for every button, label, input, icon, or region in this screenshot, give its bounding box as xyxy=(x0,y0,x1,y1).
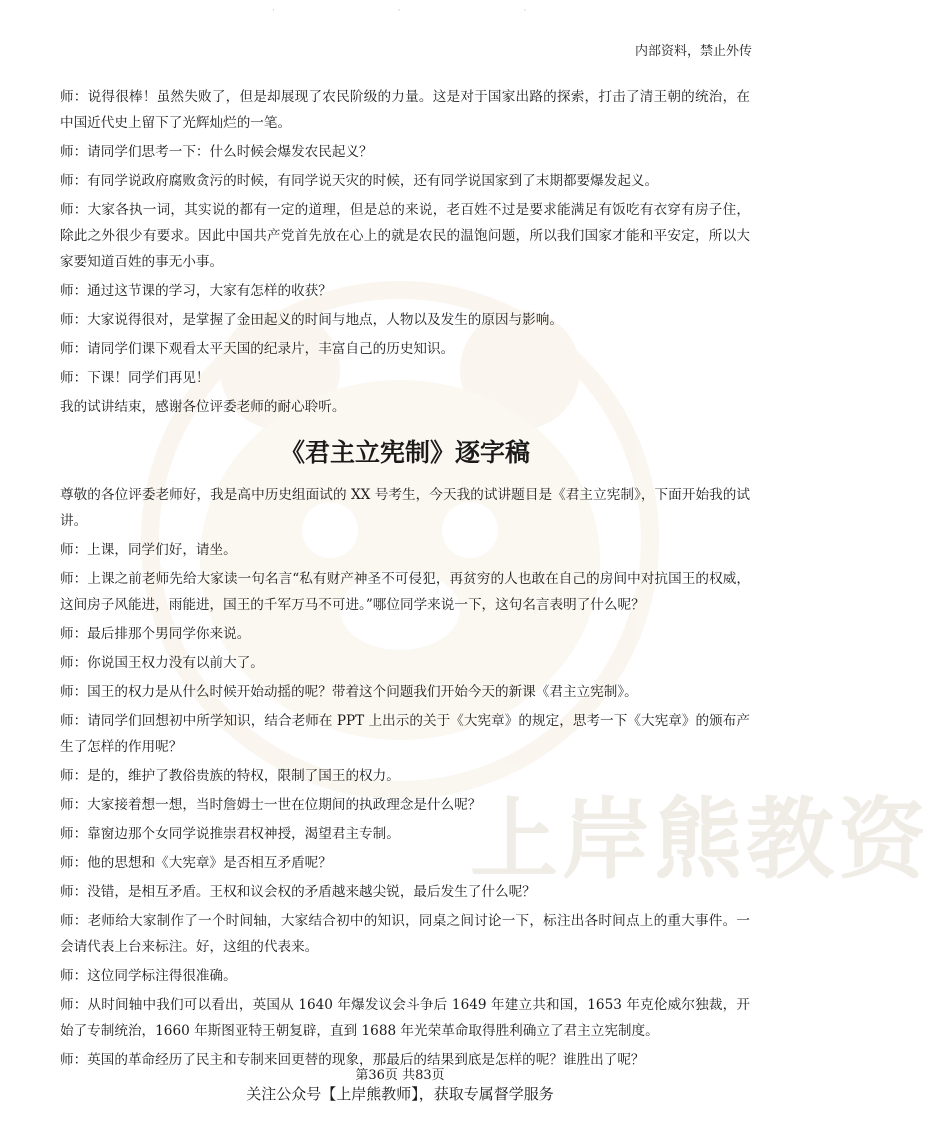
paragraph: 师：请同学们思考一下：什么时候会爆发农民起义？ xyxy=(60,144,373,160)
paragraph: 师：老师给大家制作了一个时间轴，大家结合初中的知识，同桌之间讨论一下，标注出各时间点上的重大事件。一会请代表上台来标注。好，这组的代表来。 xyxy=(60,913,750,955)
paragraph: 师：通过这节课的学习，大家有怎样的收获？ xyxy=(60,283,332,299)
paragraph: 师：英国的革命经历了民主和专制来回更替的现象，那最后的结果到底是怎样的呢？谁胜出了呢？ xyxy=(60,1052,645,1068)
paragraph: 师：请同学们课下观看太平天国的纪录片，丰富自己的历史知识。 xyxy=(60,341,455,357)
paragraph: 师：这位同学标注得很准确。 xyxy=(60,968,237,984)
document-body xyxy=(60,84,750,1076)
paragraph: 师：靠窗边那个女同学说推崇君权神授，渴望君主专制。 xyxy=(60,826,400,842)
paragraph: 师：上课，同学们好，请坐。 xyxy=(60,542,237,558)
paragraph: 师：从时间轴中我们可以看出，英国从 1640 年爆发议会斗争后 1649 年建立共和国，1653 年克伦威尔独裁，开始了专制统治，1660 年斯图亚特王朝复辟，直到 1688 年光荣革命取得胜利确立了君主立宪制度。 xyxy=(60,997,750,1039)
top-cropped-fragment: · · · xyxy=(272,6,587,16)
paragraph: 师：大家接着想一想，当时詹姆士一世在位期间的执政理念是什么呢？ xyxy=(60,797,482,813)
paragraph: 师：上课之前老师先给大家读一句名言“私有财产神圣不可侵犯，再贫穷的人也敢在自己的房间中对抗国王的权威，这间房子风能进，雨能进，国王的千军万马不可进。”哪位同学来说一下，这句名言表明了什么呢？ xyxy=(60,571,750,613)
page-number: 第36页 共83页 xyxy=(355,1068,445,1083)
paragraph: 师：有同学说政府腐败贪污的时候，有同学说天灾的时候，还有同学说国家到了末期都要爆发起义。 xyxy=(60,173,659,189)
section-title: 《君主立宪制》逐字稿 xyxy=(279,438,530,467)
paragraph: 师：大家说得很对，是掌握了金田起义的时间与地点，人物以及发生的原因与影响。 xyxy=(60,312,563,328)
paragraph: 师：请同学们回想初中所学知识，结合老师在 PPT 上出示的关于《大宪章》的规定，思考一下《大宪章》的颁布产生了怎样的作用呢？ xyxy=(60,713,750,755)
footer-promo: 关注公众号【上岸熊教师】，获取专属督学服务 xyxy=(246,1085,554,1103)
paragraph: 师：他的思想和《大宪章》是否相互矛盾呢？ xyxy=(60,855,332,871)
paragraph: 尊敬的各位评委老师好，我是高中历史组面试的 XX 号考生，今天我的试讲题目是《君主立宪制》，下面开始我的试讲。 xyxy=(60,487,750,529)
paragraph: 师：说得很棒！虽然失败了，但是却展现了农民阶级的力量。这是对于国家出路的探索，打击了清王朝的统治，在中国近代史上留下了光辉灿烂的一笔。 xyxy=(60,89,750,131)
paragraph: 师：大家各执一词，其实说的都有一定的道理，但是总的来说，老百姓不过是要求能满足有饭吃有衣穿有房子住，除此之外很少有要求。因此中国共产党首先放在心上的就是农民的温饱问题，所以我们国家才能和平安定，所以大家要知道百姓的事无小事。 xyxy=(60,202,750,270)
paragraph: 师：国王的权力是从什么时候开始动摇的呢？带着这个问题我们开始今天的新课《君主立宪制》。 xyxy=(60,684,638,700)
confidential-note: 内部资料，禁止外传 xyxy=(634,44,752,59)
paragraph: 师：没错，是相互矛盾。王权和议会权的矛盾越来越尖锐，最后发生了什么呢？ xyxy=(60,884,536,900)
watermark-text: 上岸熊教资 xyxy=(470,788,930,891)
paragraph: 我的试讲结束，感谢各位评委老师的耐心聆听。 xyxy=(60,399,346,415)
paragraph: 师：最后排那个男同学你来说。 xyxy=(60,626,251,642)
paragraph: 师：你说国王权力没有以前大了。 xyxy=(60,655,264,671)
paragraph: 师：下课！同学们再见！ xyxy=(60,370,210,386)
paragraph: 师：是的，维护了教俗贵族的特权，限制了国王的权力。 xyxy=(60,768,400,784)
